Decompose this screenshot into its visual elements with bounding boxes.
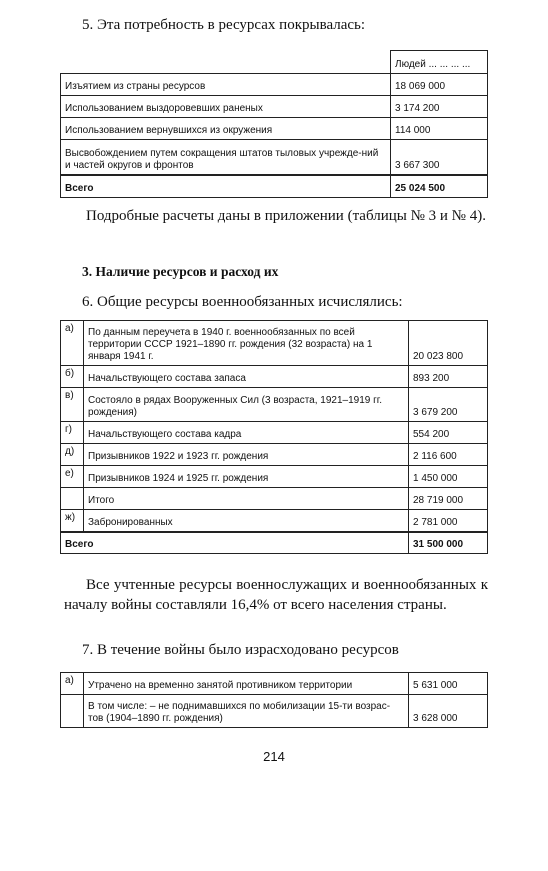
- row-index: в): [61, 388, 84, 422]
- total-value: 31 500 000: [409, 532, 488, 554]
- row-value: 554 200: [409, 422, 488, 444]
- row-label: Использованием вернувшихся из окружения: [61, 118, 391, 140]
- subtotal-row: [61, 488, 488, 510]
- row-value: 5 631 000: [409, 673, 488, 695]
- row-label: В том числе: – не поднимавшихся по мобилизации 15-ти возрас-тов (1904–1890 гг. рождения): [84, 695, 409, 728]
- row-label: Утрачено на временно занятой противником территории: [84, 673, 409, 695]
- row-label: Изъятием из страны ресурсов: [61, 74, 391, 96]
- column-header: Людей ... ... ... ...: [391, 51, 488, 74]
- resource-coverage-table: [60, 50, 488, 198]
- row-label: Начальствующего состава запаса: [84, 366, 409, 388]
- row-value: 3 174 200: [391, 96, 488, 118]
- row-index: е): [61, 466, 84, 488]
- row-index: а): [61, 321, 84, 366]
- row-index: ж): [61, 510, 84, 533]
- row-label: Начальствующего состава кадра: [84, 422, 409, 444]
- row-value: 20 023 800: [409, 321, 488, 366]
- row-value: 1 450 000: [409, 466, 488, 488]
- row-value: 2 116 600: [409, 444, 488, 466]
- section5-heading: 5. Эта потребность в ресурсах покрывалась:: [82, 17, 366, 33]
- row-index: б): [61, 366, 84, 388]
- row-index: д): [61, 444, 84, 466]
- row-value: 28 719 000: [409, 488, 488, 510]
- row-label: Призывников 1924 и 1925 гг. рождения: [84, 466, 409, 488]
- page-number: 214: [263, 749, 285, 764]
- row-value: 3 667 300: [391, 140, 488, 176]
- total-label: Всего: [61, 175, 391, 198]
- table-row: [61, 673, 488, 695]
- table-row: [61, 422, 488, 444]
- table-row: [61, 466, 488, 488]
- section3-heading: 3. Наличие ресурсов и расход их: [82, 264, 279, 279]
- row-label: Состояло в рядах Вооруженных Сил (3 возраста, 1921–1919 гг. рождения): [84, 388, 409, 422]
- row-value: 2 781 000: [409, 510, 488, 533]
- section7-heading: 7. В течение войны было израсходовано ресурсов: [82, 642, 399, 658]
- table-row: [61, 140, 488, 176]
- row-index: [61, 695, 84, 728]
- table-row: [61, 366, 488, 388]
- row-label: Высвобождением путем сокращения штатов тыловых учрежде-ний и частей округов и фронтов: [61, 140, 391, 176]
- section6-heading: 6. Общие ресурсы военнообязанных исчислялись:: [82, 294, 403, 310]
- table-row: [61, 96, 488, 118]
- row-value: 3 628 000: [409, 695, 488, 728]
- row-value: 114 000: [391, 118, 488, 140]
- total-row: [61, 175, 488, 198]
- table-row: [61, 510, 488, 533]
- row-index: [61, 488, 84, 510]
- military-resources-table: [60, 320, 488, 554]
- row-index: г): [61, 422, 84, 444]
- total-label: Всего: [61, 532, 409, 554]
- table-row: [61, 321, 488, 366]
- expended-resources-table: [60, 672, 488, 728]
- row-value: 893 200: [409, 366, 488, 388]
- table-row: [61, 74, 488, 96]
- row-label: По данным переучета в 1940 г. военнообязанных по всей территории СССР 1921–1890 гг. рождения (32 возраста) на 1 января 1941 г.: [84, 321, 409, 366]
- table-row: [61, 695, 488, 728]
- table-row: [61, 388, 488, 422]
- table-row: [61, 118, 488, 140]
- row-value: 18 069 000: [391, 74, 488, 96]
- row-label: Использованием выздоровевших раненых: [61, 96, 391, 118]
- table-header-row: [61, 51, 488, 74]
- table-row: [61, 444, 488, 466]
- total-row: [61, 532, 488, 554]
- row-label: Призывников 1922 и 1923 гг. рождения: [84, 444, 409, 466]
- row-label: Итого: [84, 488, 409, 510]
- paragraph-resources-share: Все учтенные ресурсы военнослужащих и военнообязанных к началу войны составляли 16,4% от всего населения страны.: [64, 577, 488, 613]
- paragraph-appendix-note: Подробные расчеты даны в приложении (таблицы № 3 и № 4).: [86, 208, 486, 224]
- row-index: а): [61, 673, 84, 695]
- row-value: 3 679 200: [409, 388, 488, 422]
- row-label: Забронированных: [84, 510, 409, 533]
- total-value: 25 024 500: [391, 175, 488, 198]
